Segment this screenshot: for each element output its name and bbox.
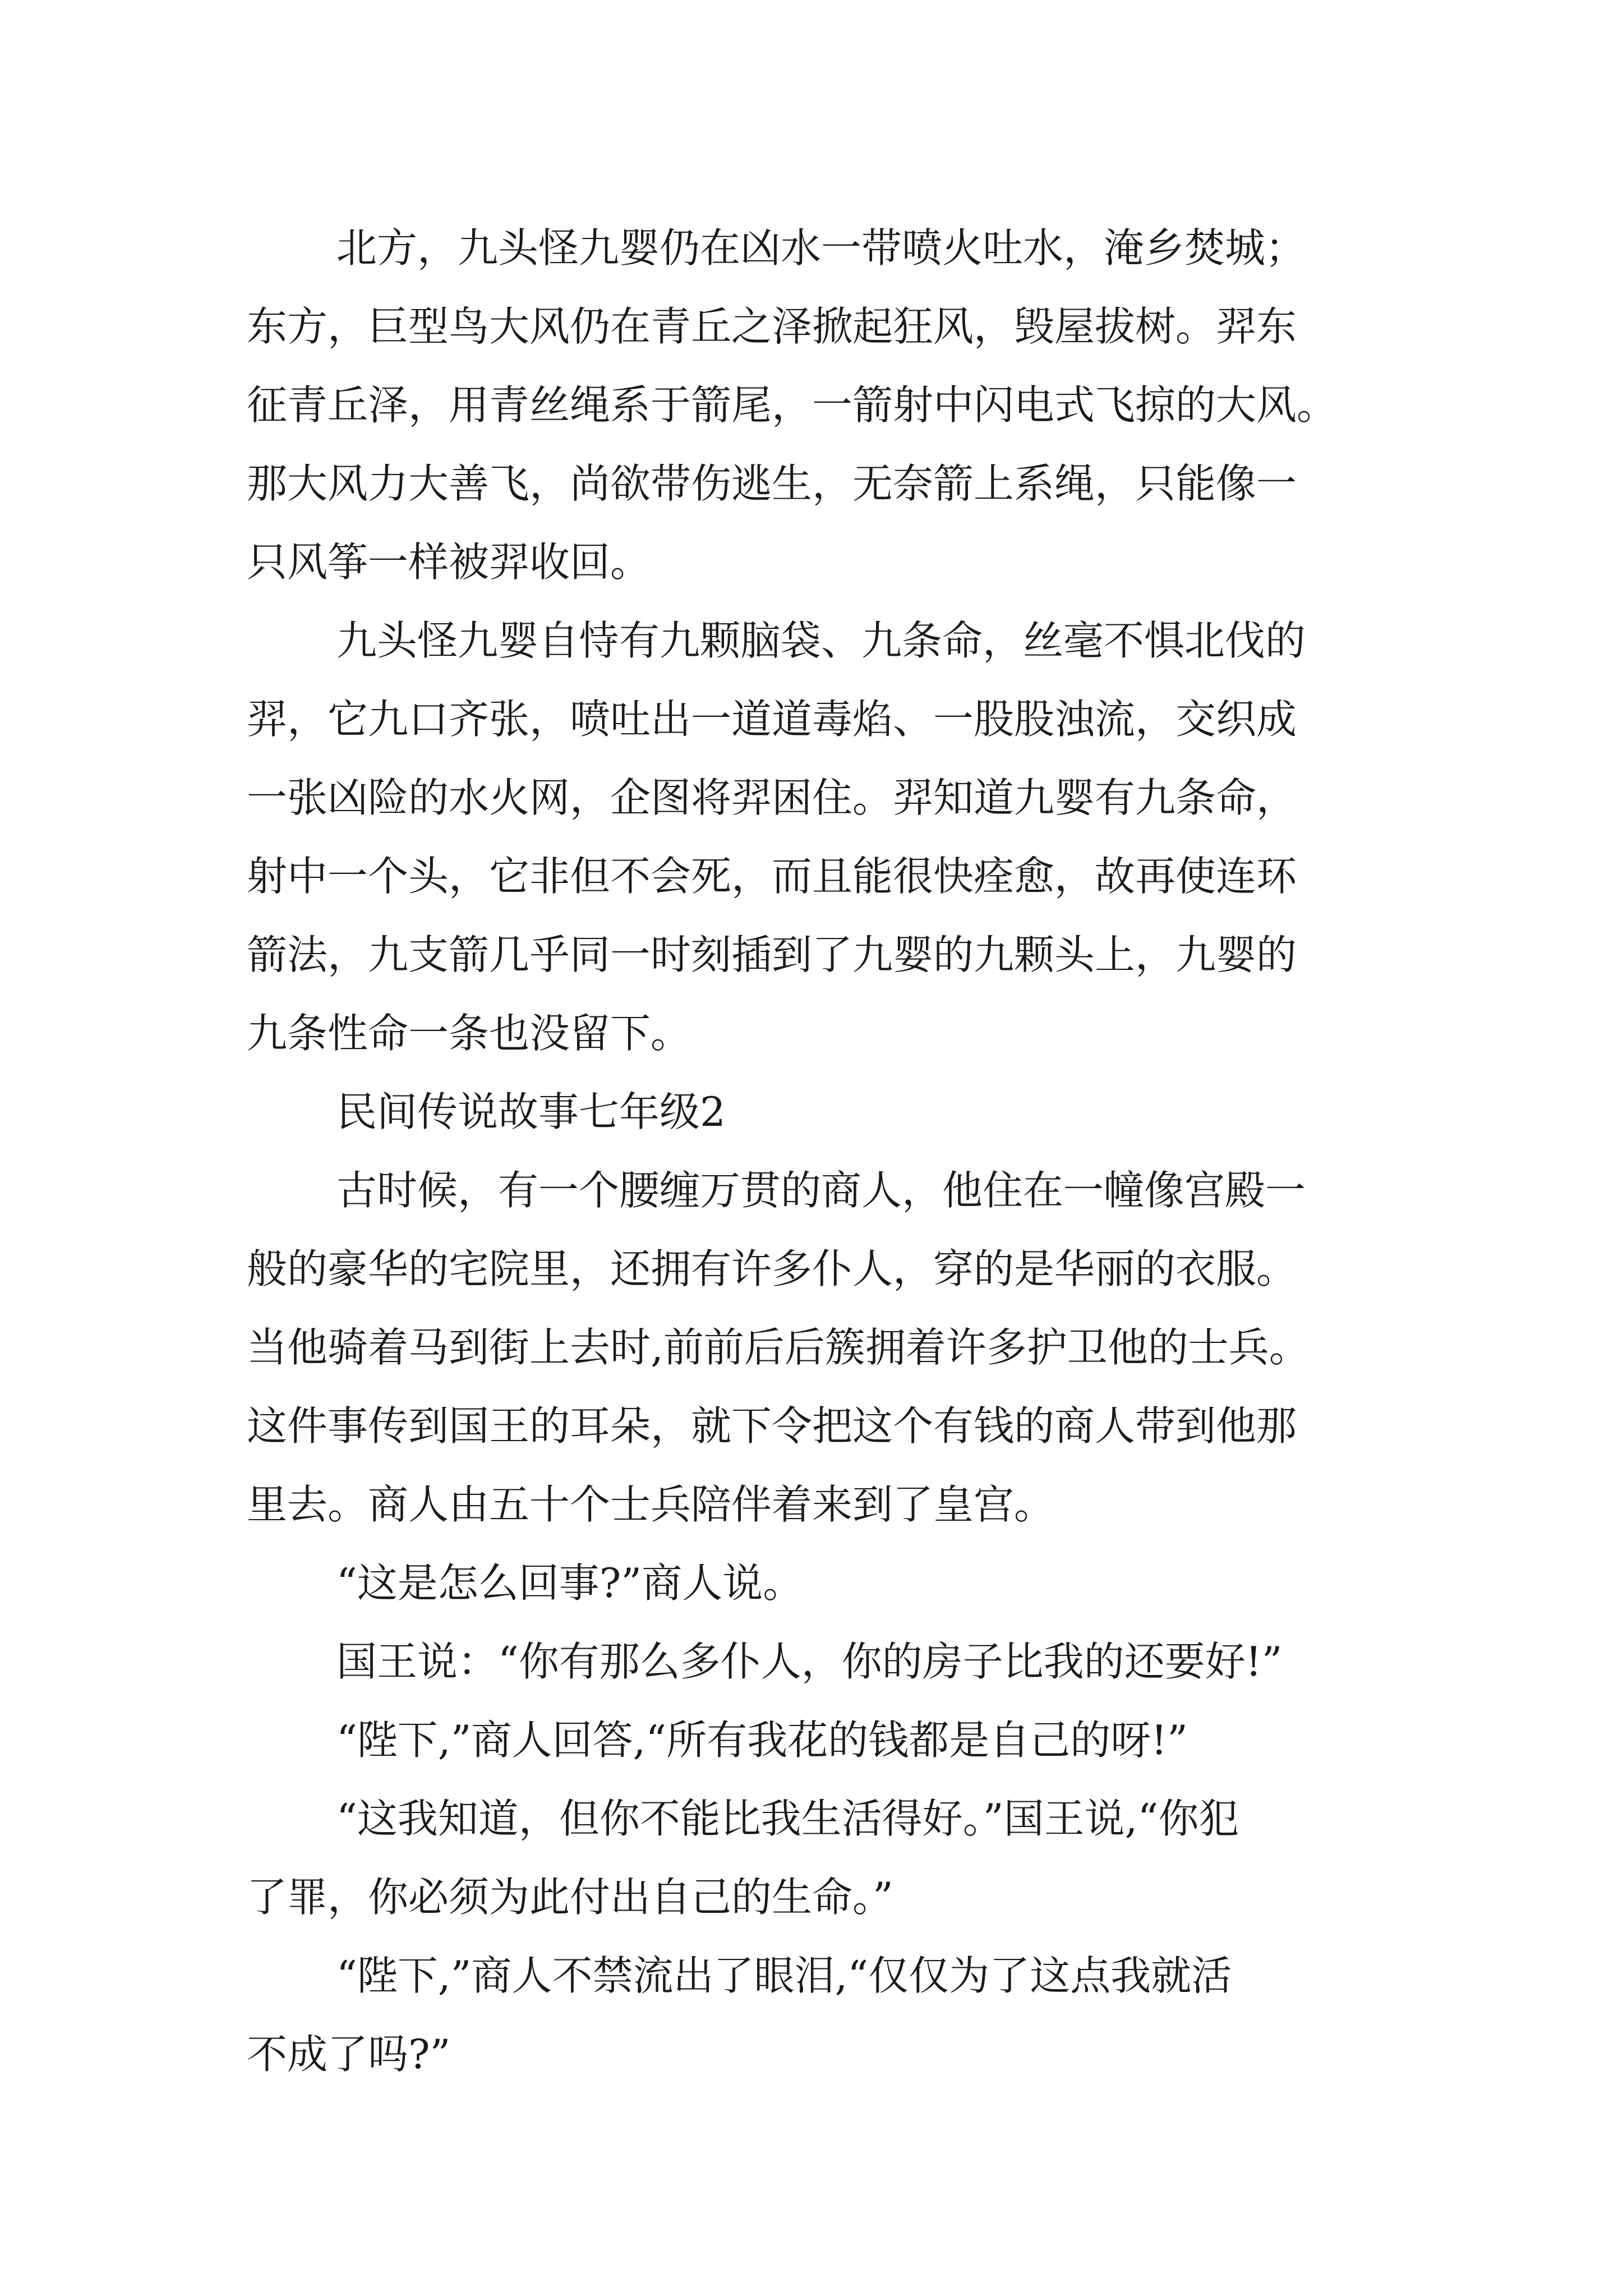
paragraph-line: 当他骑着马到街上去时,前前后后簇拥着许多护卫他的士兵。: [247, 1324, 1310, 1371]
paragraph-line: 里去。商人由五十个士兵陪伴着来到了皇宫。: [247, 1481, 1055, 1528]
paragraph-line: 征青丘泽，用青丝绳系于箭尾，一箭射中闪电式飞掠的大风。: [247, 381, 1338, 429]
paragraph-line: 射中一个头，它非但不会死，而且能很快痊愈，故再使连环: [247, 853, 1297, 900]
paragraph-line: 不成了吗?”: [247, 2031, 451, 2078]
paragraph-line: 羿，它九口齐张，喷吐出一道道毒焰、一股股浊流，交织成: [247, 696, 1297, 743]
paragraph-line: 那大风力大善飞，尚欲带伤逃生，无奈箭上系绳，只能像一: [247, 460, 1297, 507]
paragraph-line: 箭法，九支箭几乎同一时刻插到了九婴的九颗头上，九婴的: [247, 931, 1297, 978]
paragraph-line: 只风筝一样被羿收回。: [247, 539, 651, 586]
section-heading: 民间传说故事七年级2: [336, 1088, 726, 1135]
paragraph-line: 东方，巨型鸟大风仍在青丘之泽掀起狂风，毁屋拔树。羿东: [247, 303, 1297, 350]
paragraph-line: “陛下,”商人不禁流出了眼泪,“仅仅为了这点我就活: [336, 1952, 1232, 1999]
paragraph-line: 九头怪九婴自恃有九颗脑袋、九条命，丝毫不惧北伐的: [336, 617, 1306, 664]
paragraph-line: “陛下,”商人回答,“所有我花的钱都是自己的呀!”: [336, 1717, 1188, 1764]
paragraph-line: “这我知道，但你不能比我生活得好。”国王说,“你犯: [336, 1795, 1239, 1842]
paragraph-line: 一张凶险的水火网，企图将羿困住。羿知道九婴有九条命，: [247, 774, 1297, 821]
paragraph-line: 这件事传到国王的耳朵，就下令把这个有钱的商人带到他那: [247, 1402, 1297, 1450]
paragraph-line: 了罪，你必须为此付出自己的生命。”: [247, 1874, 893, 1921]
paragraph-line: 九条性命一条也没留下。: [247, 1010, 691, 1057]
paragraph-line: 古时候，有一个腰缠万贯的商人，他住在一幢像宫殿一: [336, 1167, 1306, 1214]
paragraph-line: 般的豪华的宅院里，还拥有许多仆人，穿的是华丽的衣服。: [247, 1245, 1297, 1292]
paragraph-line: “这是怎么回事?”商人说。: [336, 1559, 804, 1607]
paragraph-line: 国王说：“你有那么多仆人，你的房子比我的还要好!”: [336, 1638, 1283, 1685]
paragraph-line: 北方，九头怪九婴仍在凶水一带喷火吐水，淹乡焚城；: [336, 224, 1306, 272]
